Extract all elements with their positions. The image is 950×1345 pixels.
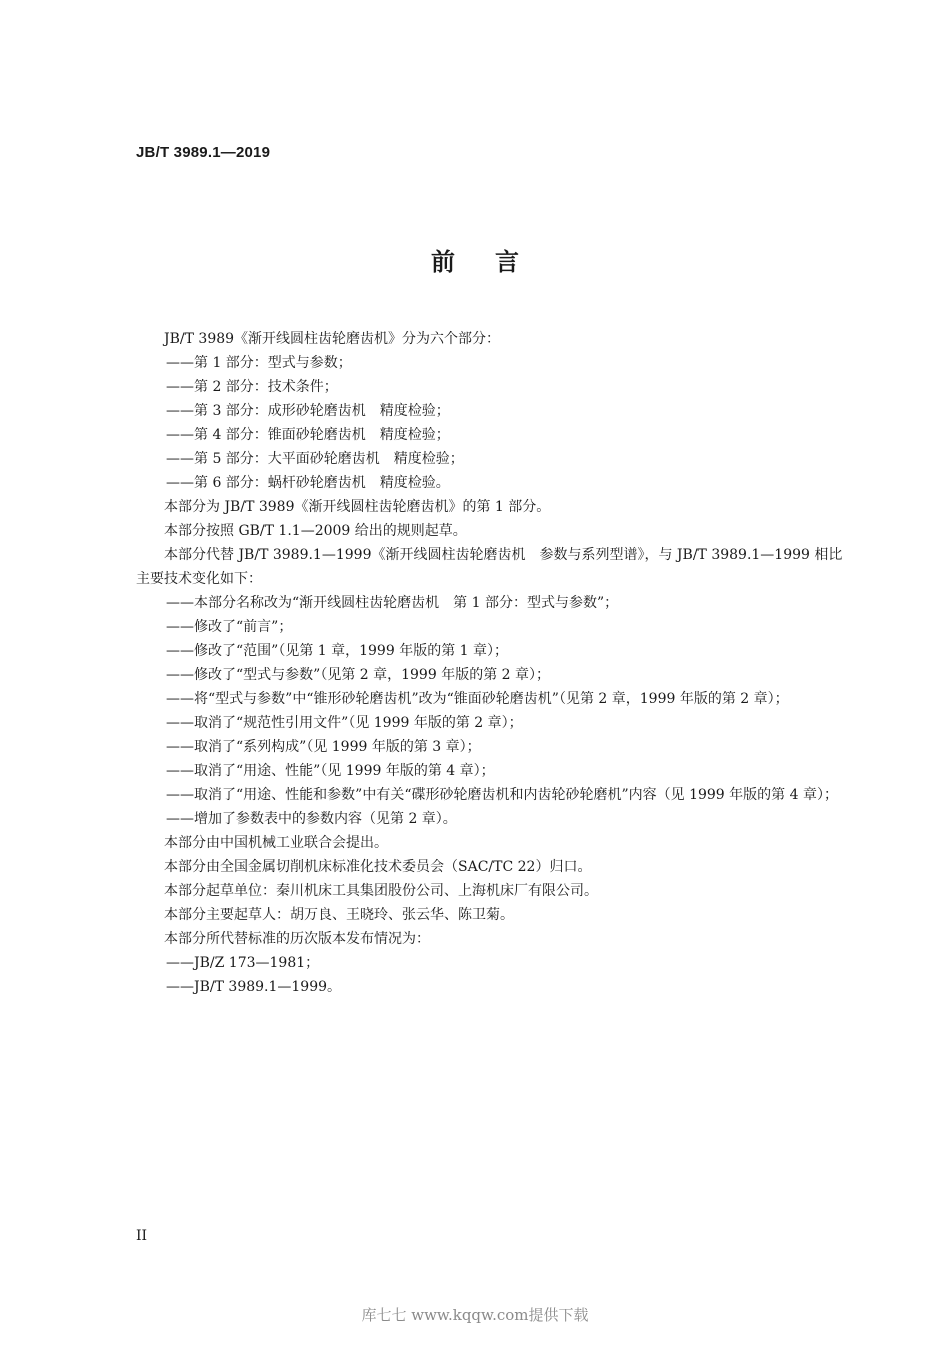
list-item: ——修改了“前言”； — [166, 619, 293, 635]
list-item: ——修改了“型式与参数”（见第 2 章，1999 年版的第 2 章）； — [166, 667, 551, 683]
list-item: ——JB/Z 173—1981； — [166, 955, 320, 971]
list-item: ——将“型式与参数”中“锥形砂轮磨齿机”改为“锥面砂轮磨齿机”（见第 2 章，1999 年版的第 2 章）； — [166, 691, 789, 707]
paragraph: JB/T 3989《渐开线圆柱齿轮磨齿机》分为六个部分： — [164, 331, 501, 347]
paragraph: 本部分由全国金属切削机床标准化技术委员会（SAC/TC 22）归口。 — [164, 859, 592, 875]
paragraph: 本部分起草单位：秦川机床工具集团股份公司、上海机床厂有限公司。 — [164, 883, 598, 899]
list-item: ——第 5 部分：大平面砂轮磨齿机 精度检验； — [166, 451, 464, 467]
list-item: ——第 3 部分：成形砂轮磨齿机 精度检验； — [166, 403, 450, 419]
list-item: ——第 4 部分：锥面砂轮磨齿机 精度检验； — [166, 427, 450, 443]
paragraph: 本部分代替 JB/T 3989.1—1999《渐开线圆柱齿轮磨齿机 参数与系列型谱》，与 JB/T 3989.1—1999 相比主要技术变化如下： — [136, 547, 843, 587]
list-item: ——第 6 部分：蜗杆砂轮磨齿机 精度检验。 — [166, 475, 450, 491]
list-item: ——第 2 部分：技术条件； — [166, 379, 338, 395]
download-watermark: 库七七 www.kqqw.com提供下载 — [361, 1306, 589, 1324]
list-item: ——修改了“范围”（见第 1 章，1999 年版的第 1 章）； — [166, 643, 509, 659]
list-item: ——取消了“系列构成”（见 1999 年版的第 3 章）； — [166, 739, 481, 755]
paragraph: 本部分按照 GB/T 1.1—2009 给出的规则起草。 — [164, 523, 467, 539]
page-title: 前言 — [431, 248, 559, 276]
list-item: ——本部分名称改为“渐开线圆柱齿轮磨齿机 第 1 部分：型式与参数”； — [166, 595, 619, 611]
page-number: II — [136, 1228, 148, 1244]
paragraph: 本部分主要起草人：胡万良、王晓玲、张云华、陈卫菊。 — [164, 907, 514, 923]
list-item: ——第 1 部分：型式与参数； — [166, 355, 352, 371]
standard-number: JB/T 3989.1—2019 — [136, 144, 271, 161]
paragraph: 本部分为 JB/T 3989《渐开线圆柱齿轮磨齿机》的第 1 部分。 — [164, 499, 551, 515]
list-item: ——增加了参数表中的参数内容（见第 2 章）。 — [166, 811, 457, 827]
paragraph: 本部分由中国机械工业联合会提出。 — [164, 835, 388, 851]
list-item: ——取消了“用途、性能”（见 1999 年版的第 4 章）； — [166, 763, 495, 779]
paragraph: 本部分所代替标准的历次版本发布情况为： — [164, 931, 430, 947]
document-body — [136, 327, 846, 999]
list-item: ——取消了“用途、性能和参数”中有关“碟形砂轮磨齿机和内齿轮砂轮磨机”内容（见 1999 年版的第 4 章）； — [166, 787, 838, 803]
list-item: ——JB/T 3989.1—1999。 — [166, 979, 342, 995]
list-item: ——取消了“规范性引用文件”（见 1999 年版的第 2 章）； — [166, 715, 523, 731]
